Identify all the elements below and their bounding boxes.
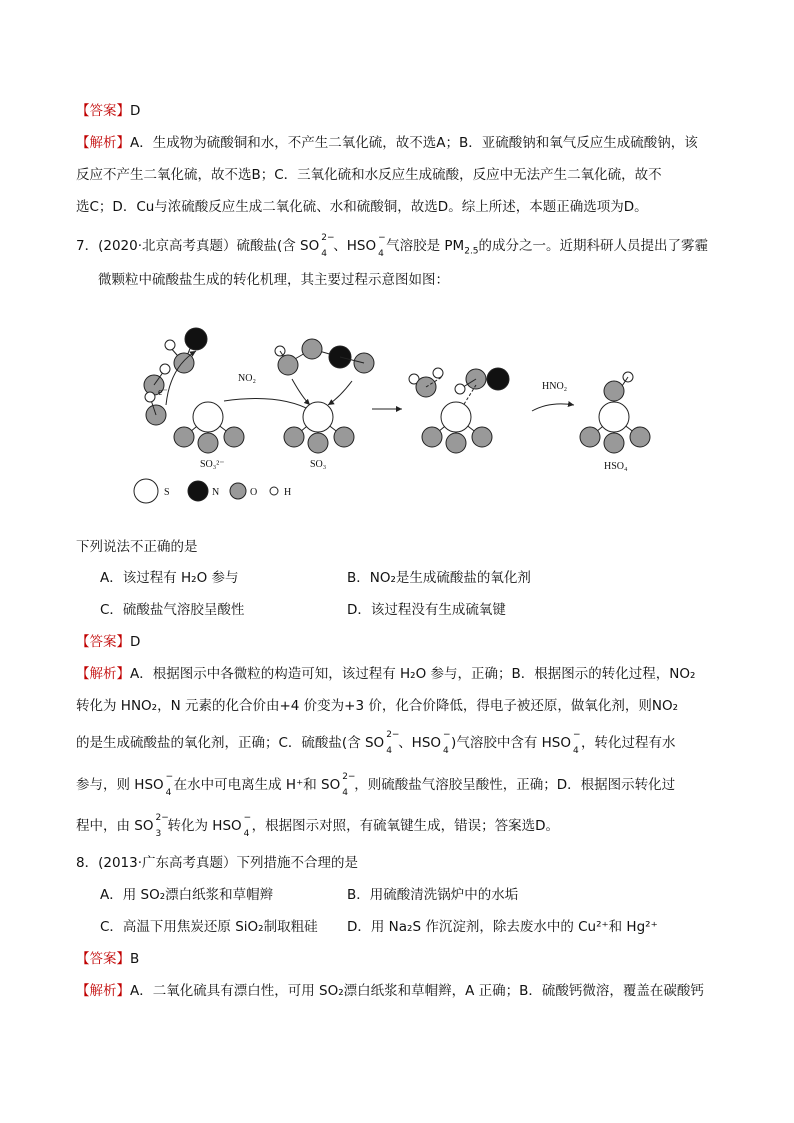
h-atom: [433, 368, 443, 378]
analysis-tag: 【解析】: [76, 135, 130, 151]
legend-s-label: S: [164, 487, 170, 498]
q7-question: 下列说法不正确的是: [76, 539, 198, 555]
so4-ion-sup: [340, 772, 356, 798]
analysis-text: 参与，则 HSO: [76, 777, 164, 793]
q7-stem-sep: 、HSO: [333, 238, 377, 254]
answer-value: D: [130, 103, 141, 119]
pm-subscript: 2.5: [464, 246, 479, 257]
q7-stem-text: 的成分之一。近期科研人员提出了雾霾: [478, 238, 709, 254]
analysis-text: ，根据图示对照，有硫氧键生成，错误；答案选D。: [251, 818, 560, 834]
label-hno2: HNO₂: [542, 381, 568, 392]
o-atom: [580, 427, 600, 447]
q6-analysis-line-2: 反应不产生二氧化硫，故不选B；C．三氧化硫和水反应生成硫酸，反应中无法产生二氧化硫，故不: [76, 167, 662, 183]
q7-option-a: A．该过程有 H₂O 参与: [100, 570, 239, 586]
q7-option-c: C．硫酸盐气溶胶呈酸性: [100, 602, 245, 618]
ion-sub: 4: [572, 746, 579, 756]
hso4-ion-sup: [441, 730, 451, 756]
q7-stem: [76, 233, 709, 259]
label-hso4: HSO₄: [604, 461, 628, 472]
ion-charge: 2−: [321, 233, 335, 243]
label-no2: NO₂: [238, 373, 256, 384]
q7-stem-text: 气溶胶是 PM: [386, 238, 465, 254]
ion-sub: 4: [342, 788, 348, 798]
q7-analysis-line-1: [76, 664, 695, 684]
ion-charge: 2−: [155, 813, 169, 823]
ion-sub: 4: [165, 788, 172, 798]
h-atom: [455, 384, 465, 394]
n-atom: [487, 368, 509, 390]
analysis-text: 程中，由 SO: [76, 818, 154, 834]
legend-o-label: O: [250, 487, 258, 498]
hso4-ion-sup: [571, 730, 581, 756]
legend-o-atom: [230, 483, 246, 499]
q8-stem: 8．(2013·广东高考真题）下列措施不合理的是: [76, 855, 359, 871]
analysis-tag: 【解析】: [76, 983, 130, 999]
q6-analysis-line-1: [76, 133, 698, 153]
o-atom: [422, 427, 442, 447]
s-atom: [193, 402, 223, 432]
so4-ion-sup: [319, 233, 335, 259]
q8-option-b: B．用硫酸清洗锅炉中的水垢: [347, 887, 519, 903]
s-atom: [303, 402, 333, 432]
o-atom: [604, 433, 624, 453]
sulfate-mechanism-diagram: [130, 305, 660, 505]
label-so3: SO₃: [310, 459, 327, 470]
q7-analysis-line-4: [76, 772, 676, 798]
analysis-text: 的是生成硫酸盐的氧化剂，正确；C．硫酸盐(含 SO: [76, 735, 385, 751]
q6-answer: [76, 101, 140, 121]
o-atom: [446, 433, 466, 453]
analysis-tag: 【解析】: [76, 666, 130, 682]
ion-sub: 4: [243, 829, 250, 839]
analysis-text: ，则硫酸盐气溶胶呈酸性，正确；D．根据图示转化过: [354, 777, 676, 793]
hso4-ion-sup: [376, 233, 386, 259]
o-atom: [198, 433, 218, 453]
legend-h-atom: [270, 487, 278, 495]
legend-n-label: N: [212, 487, 220, 498]
ion-charge: −: [165, 772, 174, 782]
o-atom: [630, 427, 650, 447]
ion-charge: 2−: [342, 772, 356, 782]
label-electron: e⁻: [158, 387, 168, 398]
o-atom: [334, 427, 354, 447]
q8-option-a: A．用 SO₂漂白纸浆和草帽辫: [100, 887, 274, 903]
h-atom: [165, 340, 175, 350]
n-atom: [185, 328, 207, 350]
q8-answer: [76, 949, 139, 969]
ion-charge: −: [243, 813, 252, 823]
q6-analysis-line-3: 选C；D．Cu与浓硫酸反应生成二氧化硫、水和硫酸铜，故选D。综上所述，本题正确选项为D。: [76, 199, 648, 215]
ion-sub: 3: [155, 829, 162, 839]
answer-value: D: [130, 634, 141, 650]
h-atom: [160, 364, 170, 374]
q7-analysis-line-5: [76, 813, 560, 839]
legend-s-atom: [134, 479, 158, 503]
analysis-text: )气溶胶中含有 HSO: [451, 735, 571, 751]
o-atom: [604, 381, 624, 401]
legend-n-atom: [188, 481, 208, 501]
answer-tag: 【答案】: [76, 103, 130, 119]
label-so3-2: SO₃²⁻: [200, 459, 225, 470]
hso4-ion-sup: [164, 772, 174, 798]
ion-charge: −: [572, 730, 581, 740]
q7-analysis-line-2: 转化为 HNO₂，N 元素的化合价由+4 价变为+3 价，化合价降低，得电子被还原，做氧化剂，则NO₂: [76, 698, 678, 714]
o-atom: [224, 427, 244, 447]
q7-option-b: B．NO₂是生成硫酸盐的氧化剂: [347, 570, 531, 586]
q7-option-d: D．该过程没有生成硫氧键: [347, 602, 506, 618]
analysis-text: A．生成物为硫酸铜和水，不产生二氧化硫，故不选A；B．亚硫酸钠和氧气反应生成硫酸钠，该: [130, 135, 698, 151]
q7-answer: [76, 632, 140, 652]
o-atom: [302, 339, 322, 359]
ion-sub: 4: [443, 746, 449, 756]
o-atom: [284, 427, 304, 447]
hso4-ion-sup: [242, 813, 252, 839]
so3-ion-sup: [154, 813, 169, 839]
o-atom: [308, 433, 328, 453]
s-atom: [599, 402, 629, 432]
analysis-text: 转化为 HSO: [167, 818, 242, 834]
ion-sub: 4: [386, 746, 392, 756]
analysis-text: 在水中可电离生成 H⁺和 SO: [173, 777, 341, 793]
q8-analysis-line-1: [76, 981, 704, 1001]
ion-sub: 4: [321, 249, 327, 259]
s-atom: [441, 402, 471, 432]
q8-option-c: C．高温下用焦炭还原 SiO₂制取粗硅: [100, 919, 318, 935]
so4-ion-sup: [384, 730, 400, 756]
q8-option-d: D．用 Na₂S 作沉淀剂，除去废水中的 Cu²⁺和 Hg²⁺: [347, 919, 658, 935]
legend-h-label: H: [284, 487, 292, 498]
answer-value: B: [130, 951, 140, 967]
ion-sub: 4: [378, 249, 384, 259]
ion-charge: 2−: [386, 730, 400, 740]
h-atom: [145, 392, 155, 402]
analysis-text: ，转化过程有水: [580, 735, 676, 751]
analysis-text: A．二氧化硫具有漂白性，可用 SO₂漂白纸浆和草帽辫，A 正确；B．硫酸钙微溶，覆盖在碳酸钙: [130, 983, 704, 999]
o-atom: [174, 427, 194, 447]
o-atom: [278, 355, 298, 375]
analysis-text: 、HSO: [398, 735, 442, 751]
ion-charge: −: [443, 730, 451, 740]
answer-tag: 【答案】: [76, 634, 130, 650]
ion-charge: −: [378, 233, 386, 243]
o-atom: [472, 427, 492, 447]
analysis-text: A．根据图示中各微粒的构造可知，该过程有 H₂O 参与，正确；B．根据图示的转化过程，NO₂: [130, 666, 696, 682]
q7-stem-line-2: 微颗粒中硫酸盐生成的转化机理，其主要过程示意图如图：: [98, 272, 449, 288]
q7-stem-text: 7．(2020·北京高考真题）硫酸盐(含 SO: [76, 238, 320, 254]
answer-tag: 【答案】: [76, 951, 130, 967]
q7-analysis-line-3: [76, 730, 676, 756]
